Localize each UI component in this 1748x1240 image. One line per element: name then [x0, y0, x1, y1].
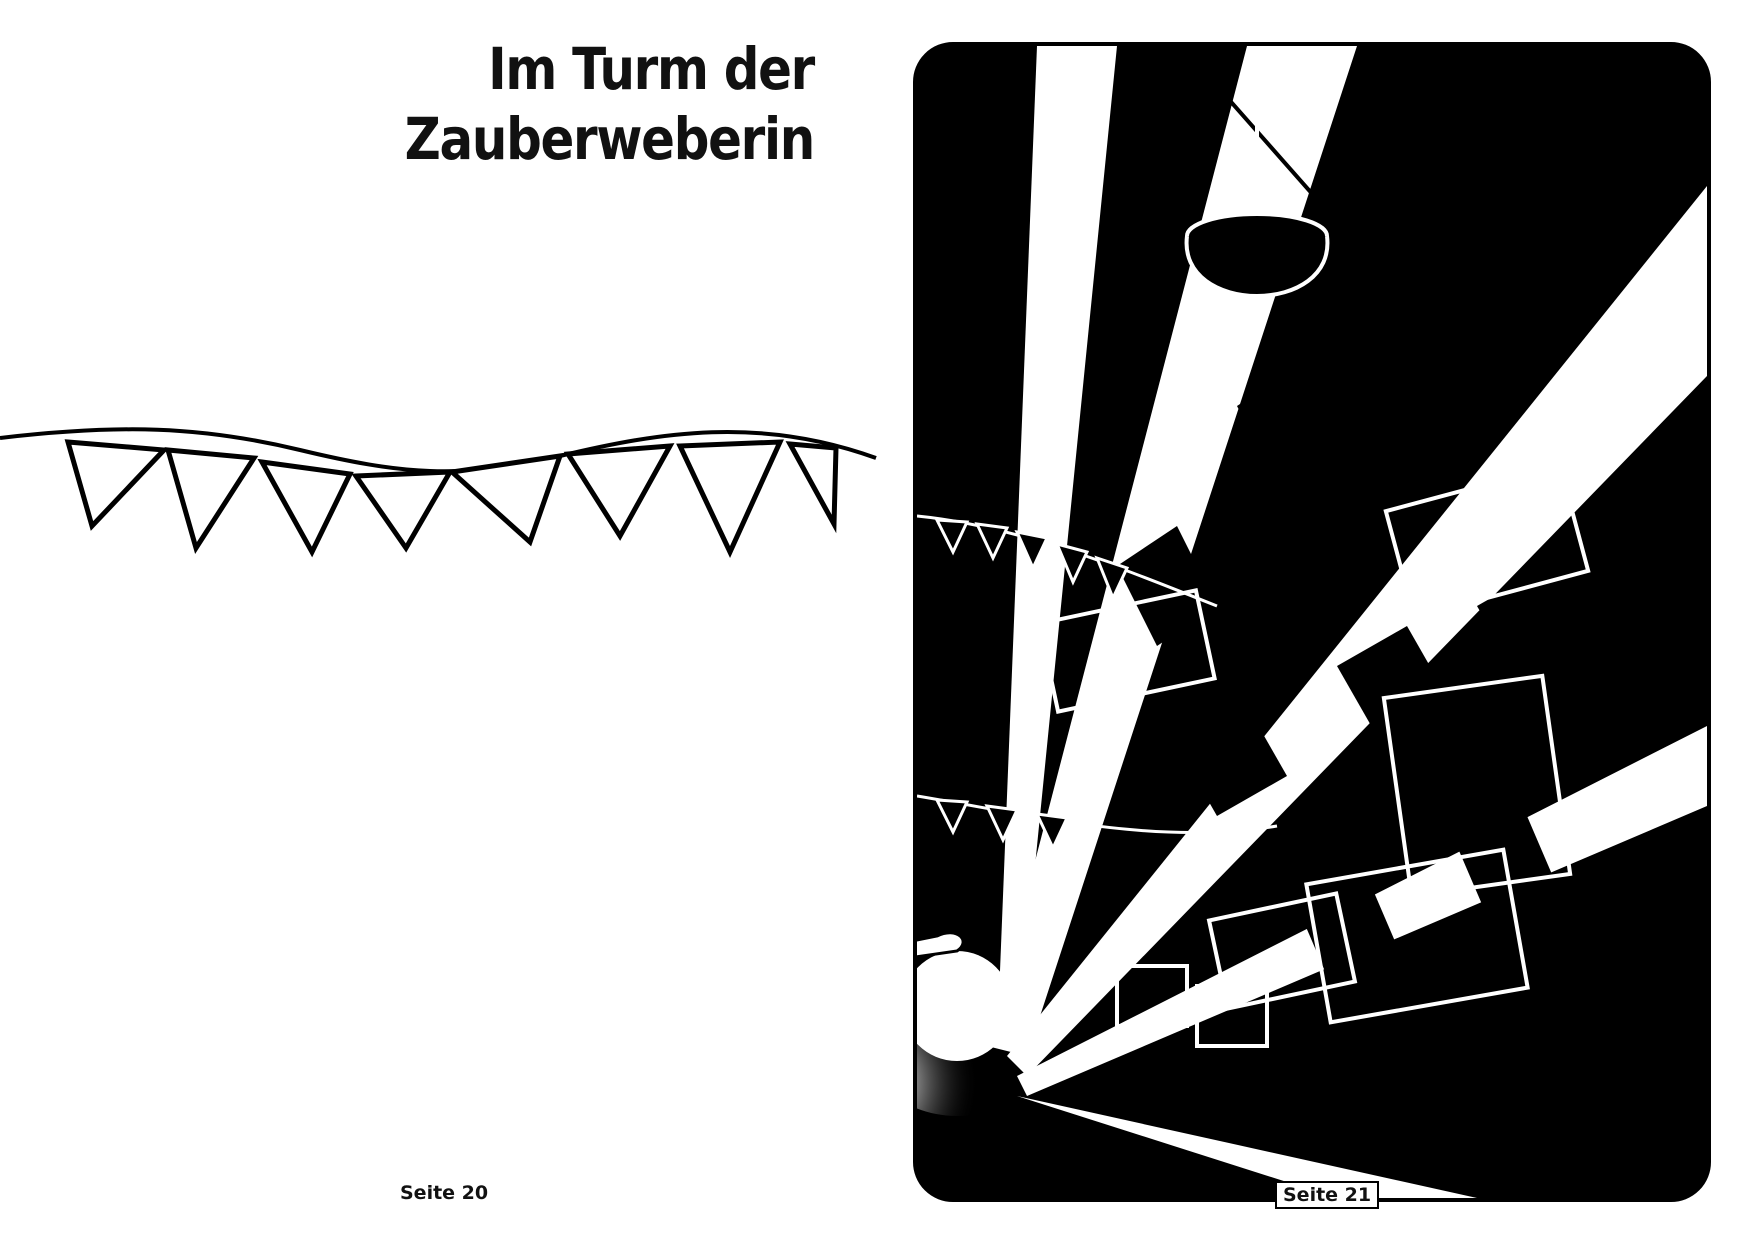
page-number-left: Seite 20 — [400, 1182, 489, 1204]
pennant-flag — [452, 456, 560, 542]
coloring-illustration-icon — [913, 42, 1711, 1202]
pennant-flag — [680, 442, 780, 552]
illustration-artwork — [917, 46, 1707, 1198]
pennant-flag — [356, 472, 450, 548]
pennant-flag — [568, 446, 670, 536]
pennant-flag — [790, 444, 836, 524]
pennant-flag — [68, 442, 164, 526]
page-title: Im Turm der Zauberweberin — [404, 35, 814, 173]
page-number-right: Seite 21 — [1275, 1181, 1379, 1209]
pennant-flag — [262, 462, 350, 552]
pennant-flag — [168, 450, 254, 548]
bunting-garland — [0, 420, 880, 560]
